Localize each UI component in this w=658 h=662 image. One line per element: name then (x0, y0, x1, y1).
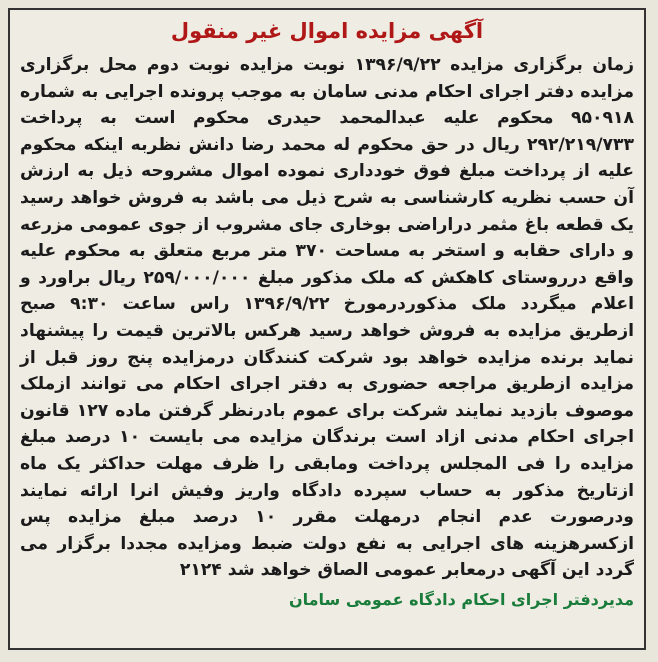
auction-notice (8, 8, 646, 650)
notice-title: آگهی مزایده اموال غیر منقول (170, 19, 484, 43)
notice-body: زمان برگزاری مزایده ۱۳۹۶/۹/۲۲ نوبت مزایده نوبت دوم محل برگزاری مزایده دفتر اجرای احکام مدنی سامان به موجب پرونده اجرایی به شماره ۹۵۰۹۱۸ محکوم علیه عبدالمحمد حیدری محکوم است به پرداخت ۲۹۲/۲۱۹/۷۳۳ ریال در حق محکوم له محمد رضا دانش نظربه اینکه محکوم علیه از پرداخت مبلغ فوق خودداری نموده اموال مشروحه ذیل به ارزش آن حسب نظریه کارشناسی به شرح ذیل می باشد به فروش خواهد رسید یک قطعه باغ مثمر دراراضی بوخاری جای مشروب از جوی عمومی مزرعه و دارای حقابه و استخر به مساحت ۳۷۰ متر مربع متعلق به محکوم علیه واقع درروستای کاهکش که ملک مذکور مبلغ ۲۵۹/۰۰۰/۰۰۰ ریال براورد و اعلام میگردد ملک مذکوردرمورخ ۱۳۹۶/۹/۲۲ راس ساعت ۹:۳۰ صبح ازطریق مزایده به فروش خواهد رسید هرکس بالاترین قیمت را پیشنهاد نماید برنده مزایده خواهد بود شرکت کنندگان درمزایده پنج روز قبل از مزایده ازطریق مراجعه حضوری به دفتر اجرای احکام می توانند ازملک موصوف بازدید نمایند شرکت برای عموم بادرنظر گرفتن ماده ۱۲۷ قانون اجرای احکام مدنی ازاد است برندگان مزایده می بایست ۱۰ درصد مبلغ مزایده را فی المجلس پرداخت ومابقی را ظرف مهلت حداکثر یک ماه ازتاریخ مذکور به حساب سپرده دادگاه واریز وفیش انرا ارائه نمایند ودرصورت عدم انجام درمهلت مقرر ۱۰ درصد مبلغ مزایده پس ازکسرهزینه های اجرایی به نفع دولت ضبط ومزایده مجددا برگزار می گردد این آگهی درمعابر عمومی الصاق خواهد شد ۲۱۲۴ (20, 55, 634, 581)
notice-signature: مدیردفتر اجرای احکام دادگاه عمومی سامان (288, 589, 634, 609)
